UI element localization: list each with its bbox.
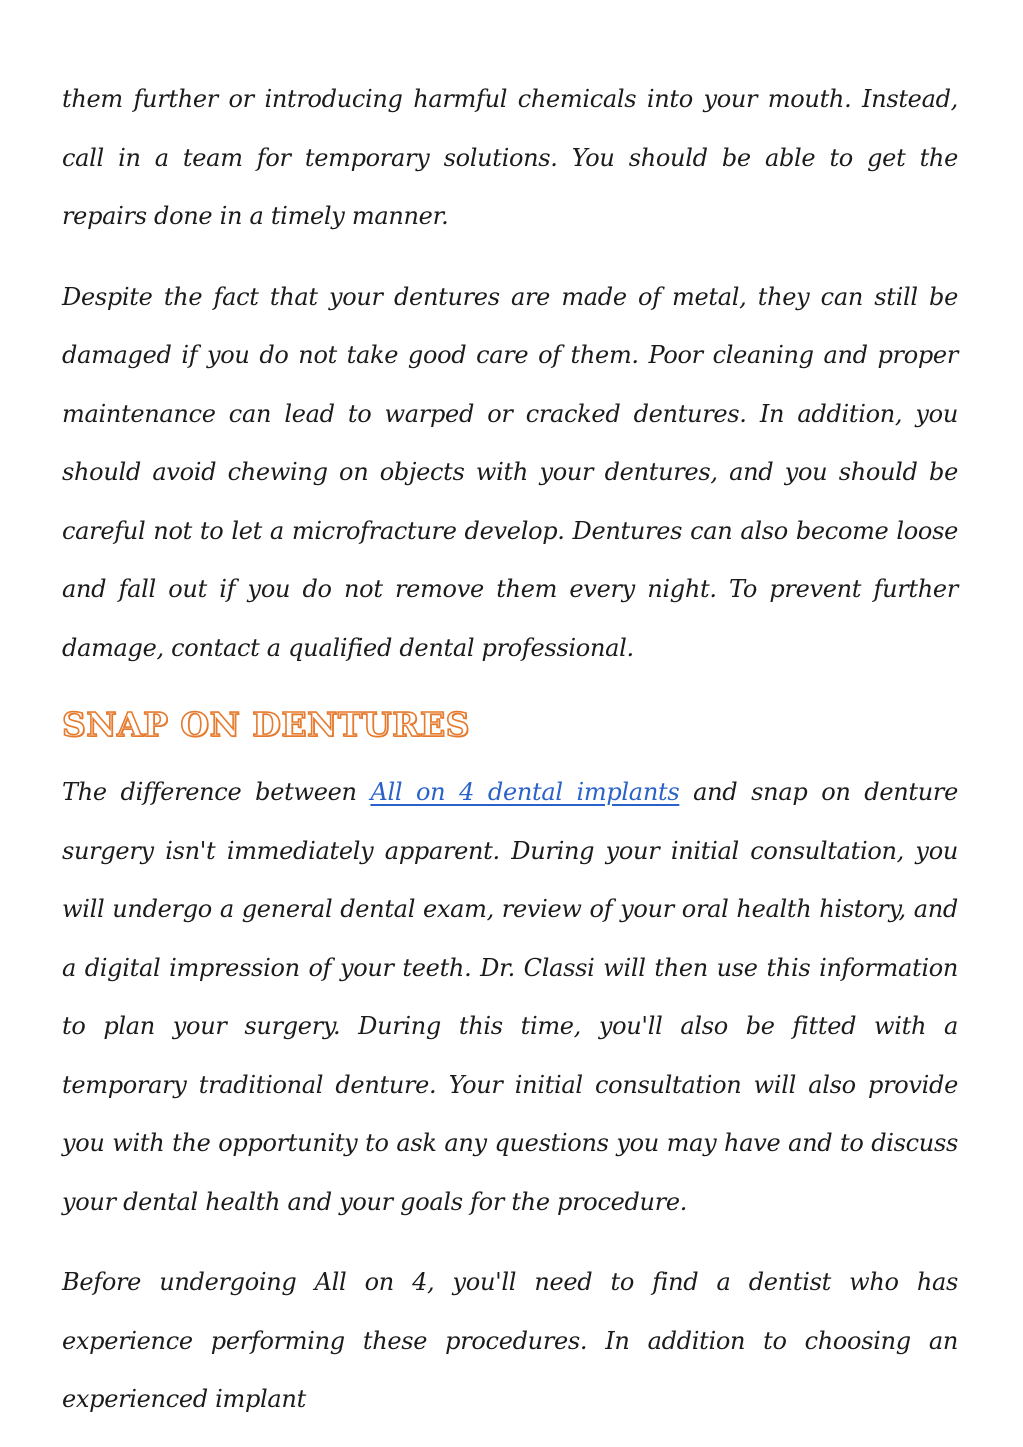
paragraph-before-undergoing: Before undergoing All on 4, you'll need to find a dentist who has experience performing these procedures. In addition to choosing an experienced implant — [62, 1268, 958, 1413]
paragraph-metal-dentures: Despite the fact that your dentures are made of metal, they can still be damaged if you do not take good care of them. Poor cleaning and proper maintenance can lead to warped or cracked dentures. In addition, you should avoid chewing on objects with your dentures, and you should be careful not to let a microfracture develop. Dentures can also become loose and fall out if you do not remove them every night. To prevent further damage, contact a qualified dental professional. — [62, 282, 958, 662]
paragraph-repairs: them further or introducing harmful chemicals into your mouth. Instead, call in a team for temporary solutions. You should be able to get the repairs done in a timely manner. — [62, 85, 958, 230]
paragraph-difference-rest: and snap on denture surgery isn't immediately apparent. During your initial consultation, you will undergo a general dental exam, review of your oral health history, and a digital impression of your teeth. Dr. Classi will then use this information to plan your surgery. During this time, you'll also be fitted with a temporary traditional denture. Your initial consultation will also provide you with the opportunity to ask any questions you may have and to discuss your dental health and your goals for the procedure. — [62, 778, 958, 1216]
paragraph-difference — [62, 763, 958, 1231]
all-on-4-link[interactable]: All on 4 dental implants — [370, 778, 680, 806]
section-heading-snap-on-dentures: SNAP ON DENTURES — [62, 705, 470, 744]
paragraph-difference-start: The difference between — [62, 778, 371, 806]
document-page — [62, 70, 958, 1429]
